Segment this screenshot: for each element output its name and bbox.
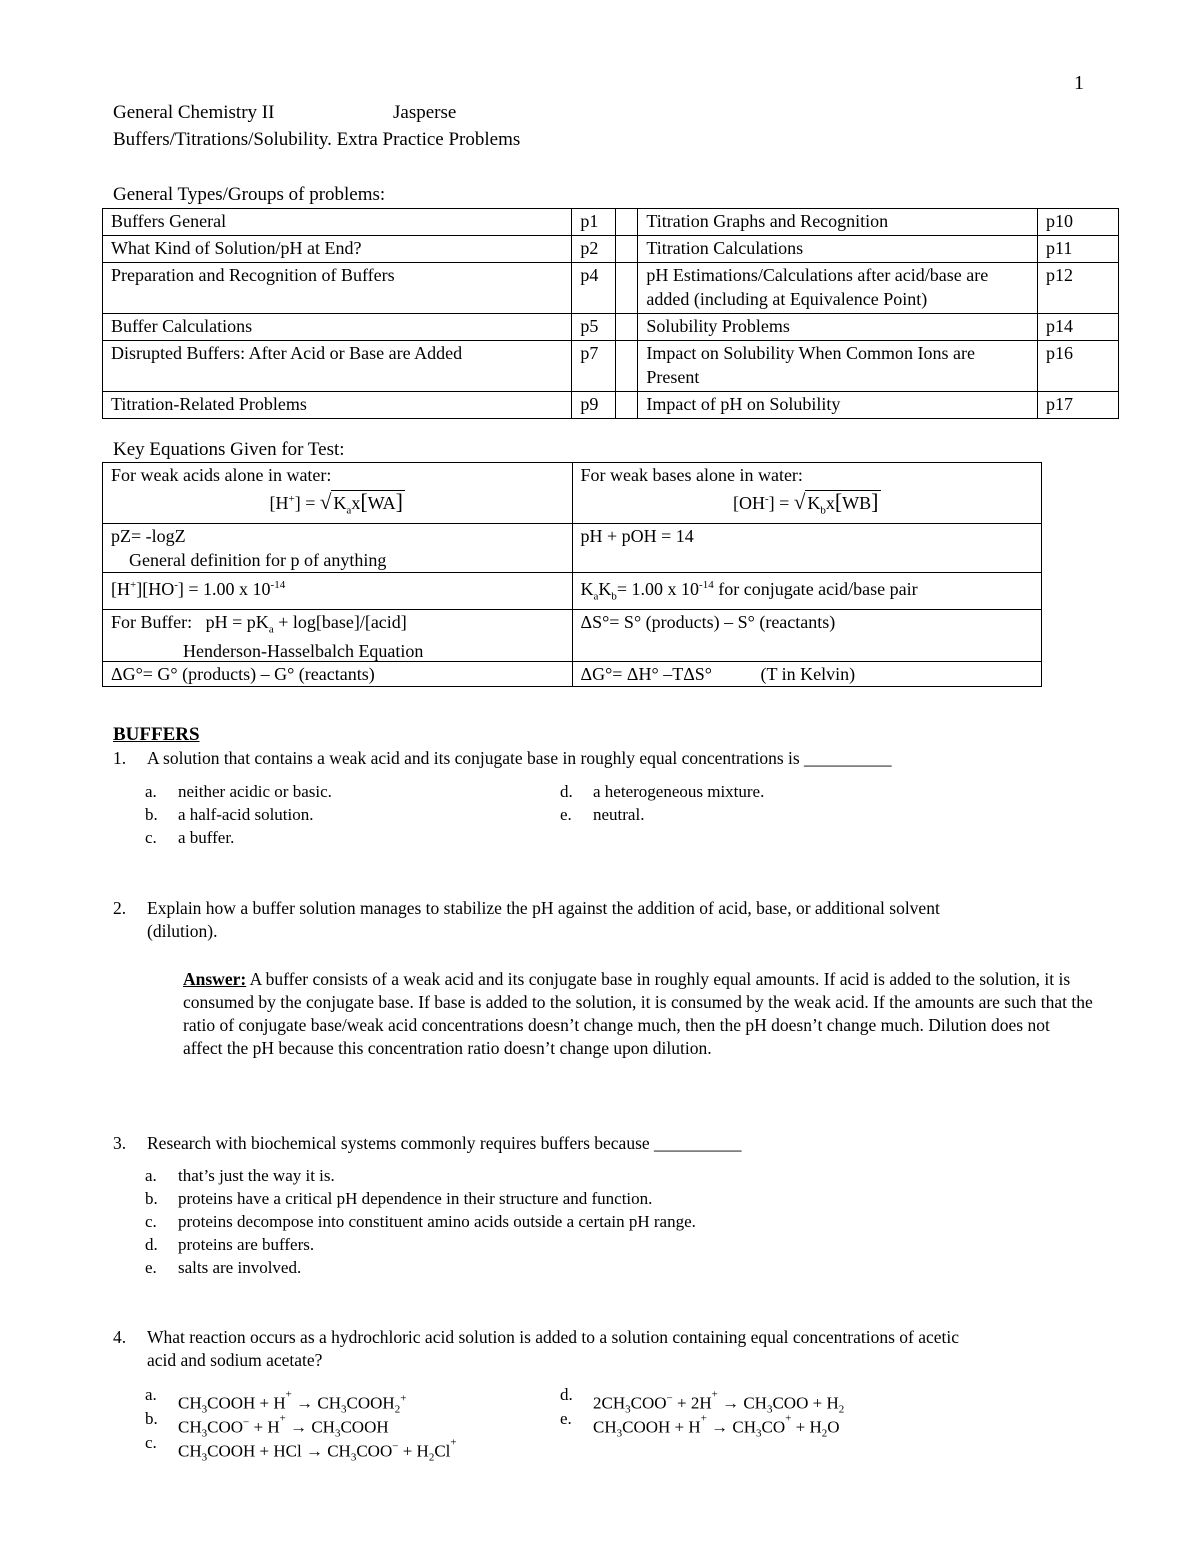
question-text: Research with biochemical systems commonly requires buffers because __________ — [147, 1133, 742, 1153]
spacer-cell — [616, 236, 638, 263]
option-letter: e. — [560, 805, 572, 824]
option-letter: b. — [145, 1409, 158, 1428]
topic-right: Titration Graphs and Recognition — [638, 209, 1038, 236]
question-number: 2. — [113, 898, 127, 918]
spacer-cell — [616, 314, 638, 341]
option-text: salts are involved. — [178, 1258, 302, 1277]
delta-g2-equation: ΔG°= ΔH° –TΔS° — [580, 664, 712, 685]
ph-poh-equation: pH + pOH = 14 — [580, 526, 694, 546]
option-reaction: $CH_3COOH + H^{^+} \to CH_3CO^{^+} + H_2O$ — [593, 1412, 840, 1440]
question-number: 4. — [113, 1327, 127, 1347]
option-letter: c. — [145, 828, 157, 847]
page-ref-right: p16 — [1038, 341, 1119, 392]
page-number: 1 — [1074, 72, 1084, 94]
option-letter: b. — [145, 805, 158, 824]
page-ref-right: p12 — [1038, 263, 1119, 314]
problem-type-row — [103, 341, 1119, 392]
instructor-name: Jasperse — [393, 102, 457, 123]
page-ref-left: p1 — [572, 209, 616, 236]
option-text: that’s just the way it is. — [178, 1166, 335, 1185]
option-text: neutral. — [593, 805, 645, 824]
option-text: a half-acid solution. — [178, 805, 314, 824]
answer-label: Answer: — [183, 969, 247, 989]
answer-text: A buffer consists of a weak acid and its conjugate base in roughly equal amounts. If acid is added to the solution, it is consumed by the conjugate base. If base is added to the solution, it is consumed by the weak acid. If the amounts are such that the ratio of conjugate base/weak acid concentrations doesn’t change much, then the pH doesn’t change much. Dilution does not affect the pH because this concentration ratio doesn’t change upon dilution. — [183, 969, 1093, 1058]
spacer-cell — [616, 392, 638, 419]
page-ref-right: p10 — [1038, 209, 1119, 236]
question-number: 3. — [113, 1133, 127, 1153]
weak-base-cell — [572, 463, 1042, 524]
spacer-cell — [616, 341, 638, 392]
page-ref-right: p17 — [1038, 392, 1119, 419]
spacer-cell — [616, 263, 638, 314]
kw-equation: [H+][HO-] = 1.00 x $10^{-14}$ — [111, 579, 286, 599]
option-reaction: $CH_3COO^- + H^{^+}$ → $CH_3COOH$ — [178, 1412, 389, 1440]
problem-type-row — [103, 263, 1119, 314]
question-text: A solution that contains a weak acid and its conjugate base in roughly equal concentrations is __________ — [147, 748, 892, 768]
kw-cell — [103, 573, 573, 610]
topic-right: Solubility Problems — [638, 314, 1038, 341]
question-text-line1: Explain how a buffer solution manages to stabilize the pH against the addition of acid, base, or additional solvent — [147, 898, 940, 918]
option-reaction: $2CH_3COO^- + 2H^{^+} \to CH_3COO + H_2$ — [593, 1388, 845, 1416]
pz-definition: pZ= -logZ — [111, 526, 186, 546]
course-name: General Chemistry II — [113, 102, 275, 123]
topic-right: Impact on Solubility When Common Ions are Present — [638, 341, 1038, 392]
problem-type-row — [103, 314, 1119, 341]
kakb-equation: $K_aK_b= 1.00$ x $10^{-14}$ for conjugate acid/base pair — [580, 579, 918, 603]
topic-left: What Kind of Solution/pH at End? — [103, 236, 572, 263]
answer-block — [183, 968, 1093, 1060]
topic-left: Disrupted Buffers: After Acid or Base are Added — [103, 341, 572, 392]
hh-equation-name: Henderson-Hasselbalch Equation — [183, 641, 424, 662]
delta-s-cell — [572, 609, 1042, 662]
option-text: a heterogeneous mixture. — [593, 782, 765, 801]
weak-acid-equation: [H+] = √ $K_ax[WA]$ — [111, 487, 564, 522]
option-reaction: $CH_3COOH$ + HCl → $CH_3COO^- + H_2Cl^{^+}$ — [178, 1436, 457, 1464]
topic-left: Preparation and Recognition of Buffers — [103, 263, 572, 314]
weak-acid-label: For weak acids alone in water: — [111, 465, 332, 485]
option-letter: e. — [560, 1409, 572, 1428]
buffer-cell — [103, 609, 573, 662]
page-ref-left: p9 — [572, 392, 616, 419]
page-ref-left: p4 — [572, 263, 616, 314]
section-title: BUFFERS — [113, 724, 200, 745]
delta-g2-cell — [572, 662, 1042, 687]
page-ref-left: p2 — [572, 236, 616, 263]
weak-base-label: For weak bases alone in water: — [580, 465, 803, 485]
topic-left: Buffer Calculations — [103, 314, 572, 341]
question-text-line2: acid and sodium acetate? — [147, 1350, 323, 1370]
option-letter: c. — [145, 1433, 157, 1452]
option-text: neither acidic or basic. — [178, 782, 332, 801]
weak-acid-cell — [103, 463, 573, 524]
page-ref-left: p5 — [572, 314, 616, 341]
option-text: a buffer. — [178, 828, 235, 847]
problem-types-table — [102, 208, 1119, 419]
page-ref-left: p7 — [572, 341, 616, 392]
weak-base-equation: [OH-] = √ $K_bx[WB]$ — [581, 487, 1034, 522]
option-text: proteins are buffers. — [178, 1235, 315, 1254]
option-letter: a. — [145, 782, 157, 801]
pz-cell — [103, 524, 573, 573]
spacer-cell — [616, 209, 638, 236]
page-ref-right: p11 — [1038, 236, 1119, 263]
buffer-equation: For Buffer: pH = $pK_a$ + log[base]/[acid] — [111, 611, 407, 636]
delta-g1-equation: ΔG°= G° (products) – G° (reactants) — [111, 664, 375, 685]
ph-poh-cell — [572, 524, 1042, 573]
question-number: 1. — [113, 748, 127, 768]
topic-right: Impact of pH on Solubility — [638, 392, 1038, 419]
question-text-line1: What reaction occurs as a hydrochloric acid solution is added to a solution containing equal concentrations of acetic — [147, 1327, 960, 1347]
option-text: proteins have a critical pH dependence in their structure and function. — [178, 1189, 653, 1208]
option-letter: d. — [145, 1235, 158, 1254]
option-letter: e. — [145, 1258, 157, 1277]
question-text-line2: (dilution). — [147, 921, 218, 941]
equations-heading: Key Equations Given for Test: — [113, 439, 345, 460]
types-heading: General Types/Groups of problems: — [113, 184, 386, 205]
option-letter: a. — [145, 1385, 157, 1404]
page-ref-right: p14 — [1038, 314, 1119, 341]
topic-left: Titration-Related Problems — [103, 392, 572, 419]
option-letter: c. — [145, 1212, 157, 1231]
option-text: proteins decompose into constituent amino acids outside a certain pH range. — [178, 1212, 696, 1231]
option-letter: d. — [560, 1385, 573, 1404]
topic-right: pH Estimations/Calculations after acid/base are added (including at Equivalence Point) — [638, 263, 1038, 314]
option-letter: a. — [145, 1166, 157, 1185]
option-letter: d. — [560, 782, 573, 801]
document-title: Buffers/Titrations/Solubility. Extra Practice Problems — [113, 129, 521, 150]
kakb-cell — [572, 573, 1042, 610]
problem-type-row — [103, 209, 1119, 236]
kelvin-note: (T in Kelvin) — [760, 664, 856, 685]
delta-g1-cell — [103, 662, 573, 687]
delta-s-equation: ΔS°= S° (products) – S° (reactants) — [580, 611, 836, 632]
option-letter: b. — [145, 1189, 158, 1208]
topic-right: Titration Calculations — [638, 236, 1038, 263]
pz-note: General definition for p of anything — [129, 550, 387, 570]
problem-type-row — [103, 236, 1119, 263]
problem-type-row — [103, 392, 1119, 419]
option-reaction: $CH_3COOH + H^{^+}$ → $CH_3COOH_2^+$ — [178, 1388, 407, 1416]
topic-left: Buffers General — [103, 209, 572, 236]
key-equations-table — [102, 462, 1042, 687]
